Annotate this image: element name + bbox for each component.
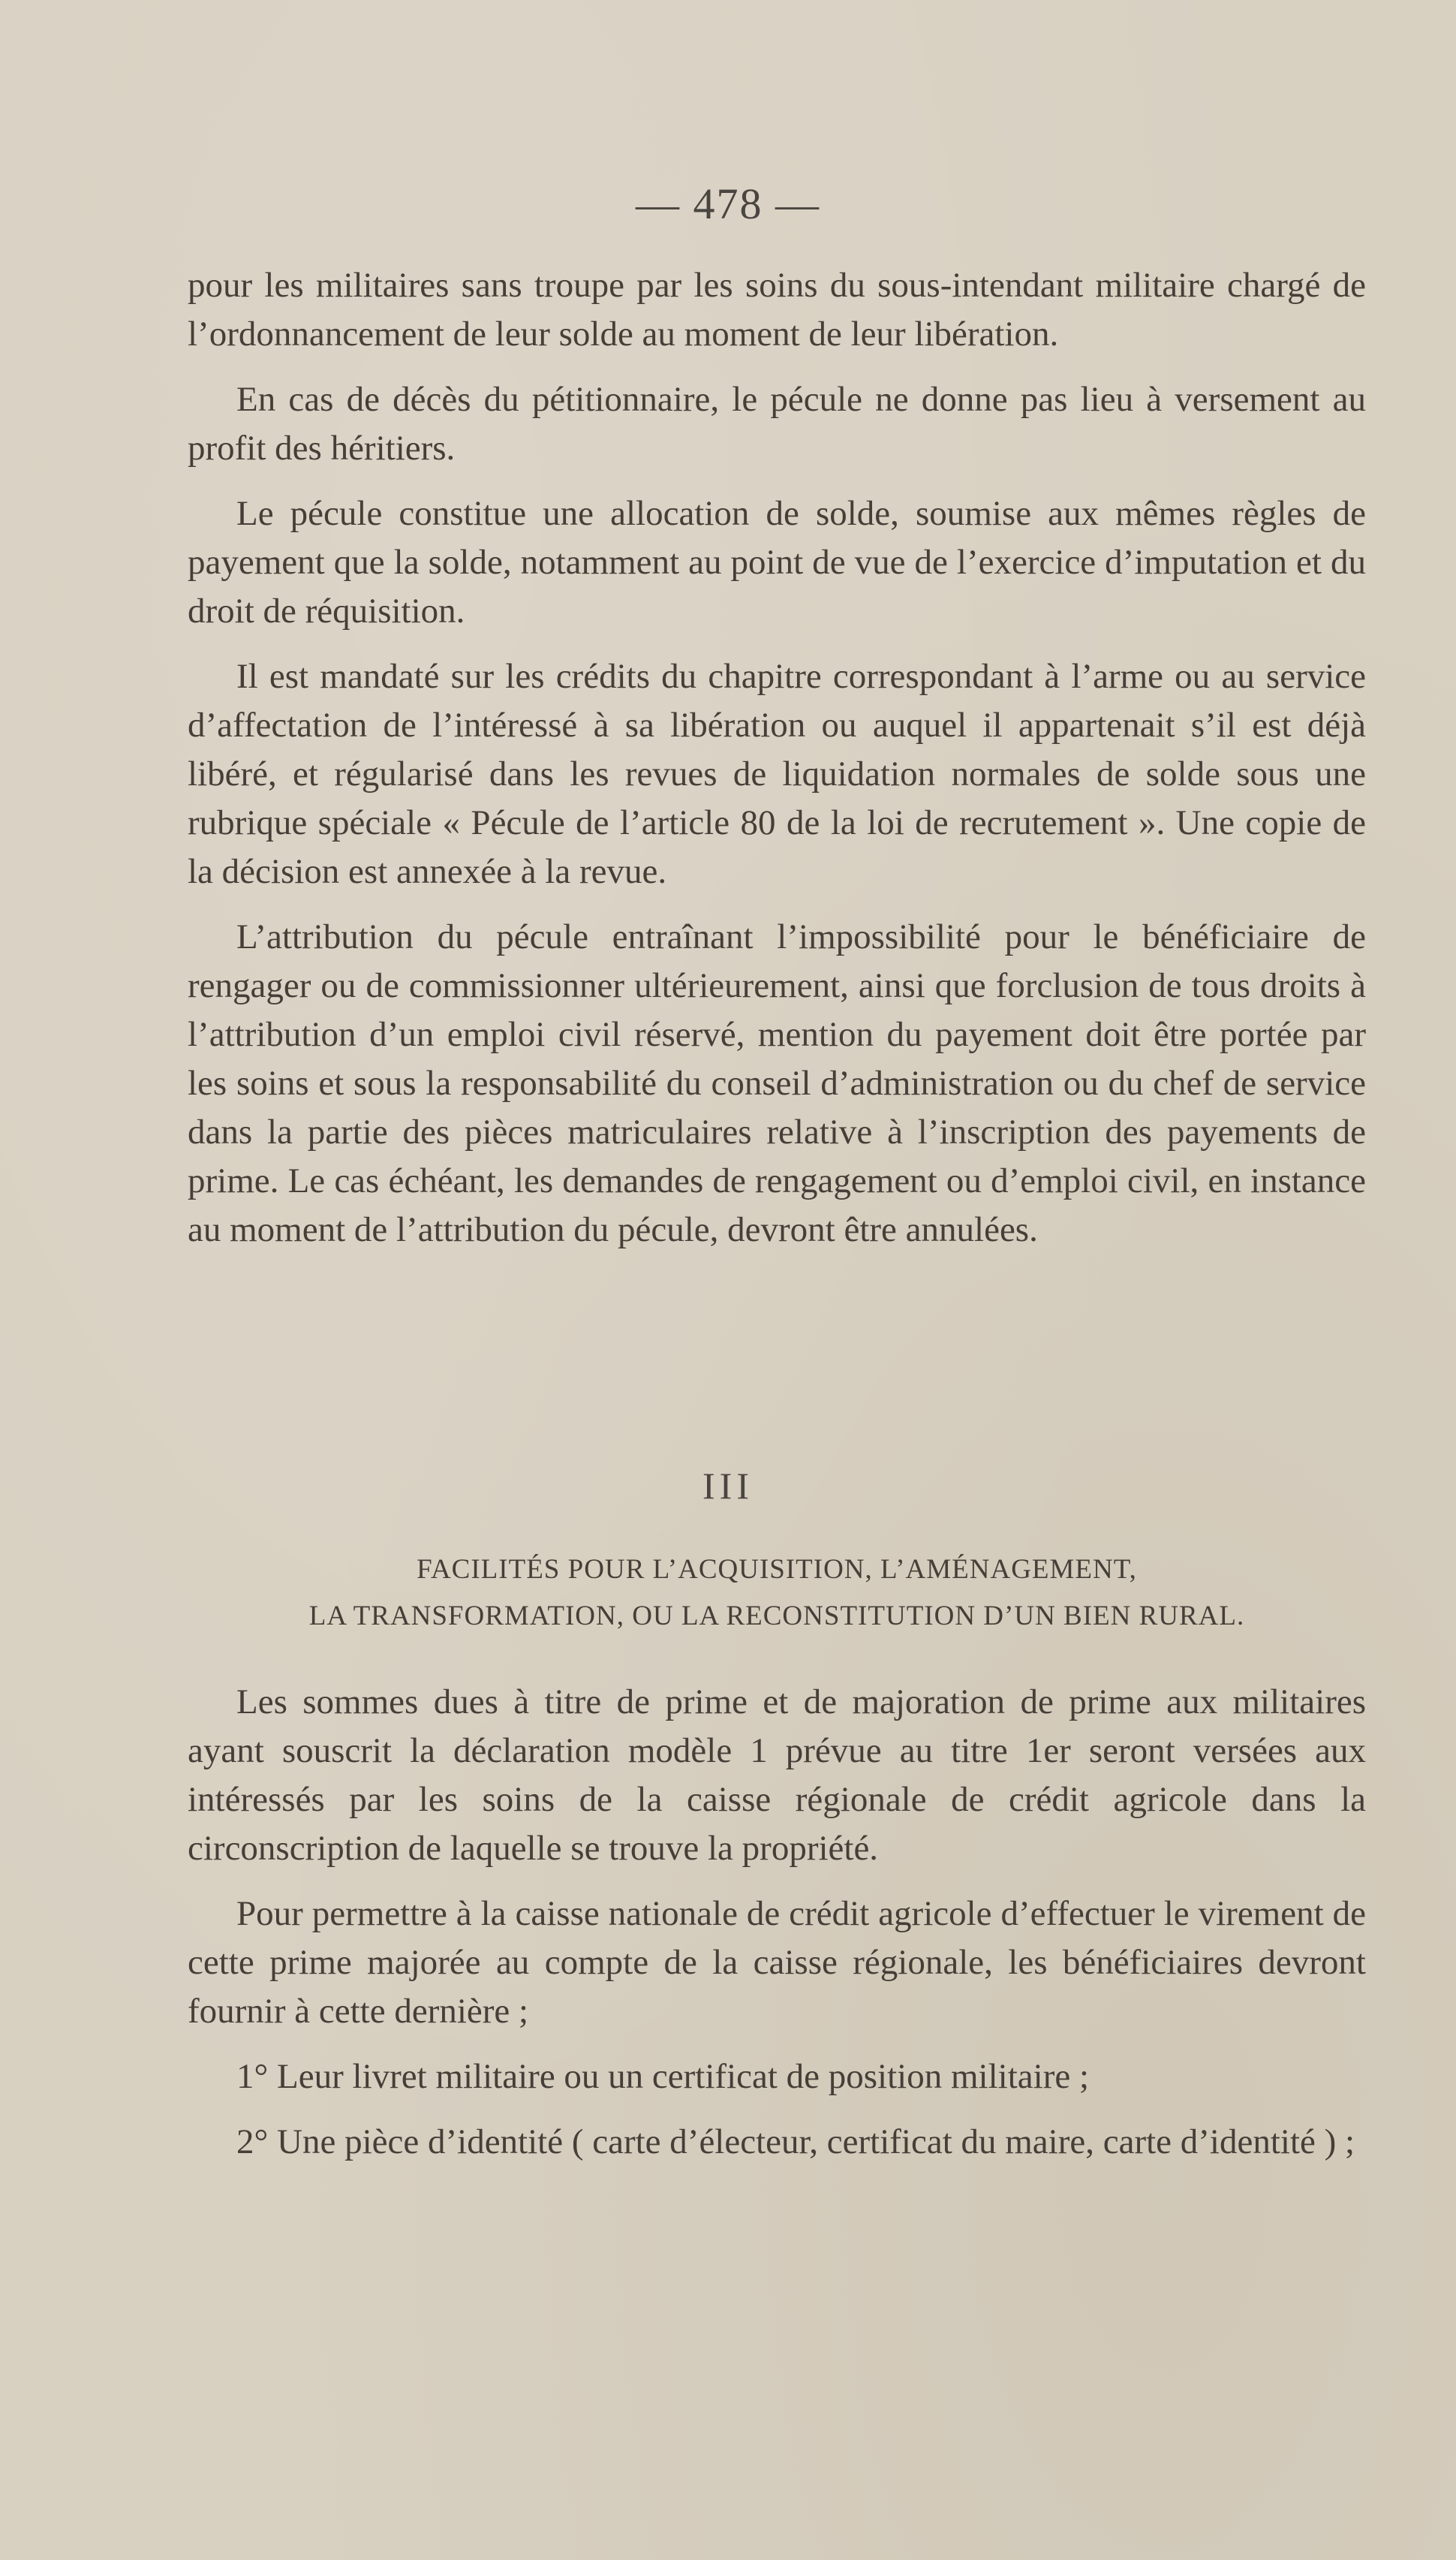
paragraph-mandate: Il est mandaté sur les crédits du chapitre correspondant à l’arme ou au service d’affectation de l’intéressé à sa libération ou auquel il appartenait s’il est déjà libéré, et régularisé dans les revues de liquidation normales de solde sous une rubrique spéciale « Pécule de l’article 80 de la loi de recrutement ». Une copie de la décision est annexée à la revue. [188, 657, 1366, 891]
paragraph-virement: Pour permettre à la caisse nationale de crédit agricole d’effectuer le virement de cette prime majorée au compte de la caisse régionale, les bénéficiaires devront fournir à cette dernière ; [188, 1894, 1366, 2031]
body-text-bottom [188, 1678, 1366, 2167]
section-heading-line-2: LA TRANSFORMATION, OU LA RECONSTITUTION D’UN BIEN RURAL. [308, 1601, 1245, 1631]
paragraph-deces: En cas de décès du pétitionnaire, le pécule ne donne pas lieu à versement au profit des héritiers. [188, 380, 1366, 468]
list-item-livret: 1° Leur livret militaire ou un certificat de position militaire ; [236, 2057, 1090, 2096]
paragraph-attribution: L’attribution du pécule entraînant l’impossibilité pour le bénéficiaire de rengager ou de commissionner ultérieurement, ainsi que forclusion de tous droits à l’attribution d’un emploi civil réservé, mention du payement doit être portée par les soins et sous la responsabilité du conseil d’administration ou du chef de service dans la partie des pièces matriculaires relative à l’inscription des payements de prime. Le cas échéant, les demandes de rengagement ou d’emploi civil, en instance au moment de l’attribution du pécule, devront être annulées. [188, 917, 1366, 1249]
section-heading [188, 1547, 1366, 1640]
list-item-identite: 2° Une pièce d’identité ( carte d’électeur, certificat du maire, carte d’identité ) ; [236, 2122, 1355, 2161]
paragraph-continuation: pour les militaires sans troupe par les soins du sous-intendant militaire chargé de l’ordonnancement de leur solde au moment de leur libération. [188, 266, 1366, 354]
paragraph-sommes: Les sommes dues à titre de prime et de majoration de prime aux militaires ayant souscrit la déclaration modèle 1 prévue au titre 1er seront versées aux intéressés par les soins de la caisse régionale de crédit agricole dans la circonscription de laquelle se trouve la propriété. [188, 1682, 1366, 1868]
paragraph-allocation: Le pécule constitue une allocation de solde, soumise aux mêmes règles de payement que la solde, notamment au point de vue de l’exercice d’imputation et du droit de réquisition. [188, 494, 1366, 631]
body-text-top [188, 261, 1366, 1254]
section-heading-line-1: FACILITÉS POUR L’ACQUISITION, L’AMÉNAGEMENT, [417, 1554, 1137, 1585]
page-number: — 478 — [636, 179, 820, 228]
section-number: III [702, 1465, 754, 1507]
